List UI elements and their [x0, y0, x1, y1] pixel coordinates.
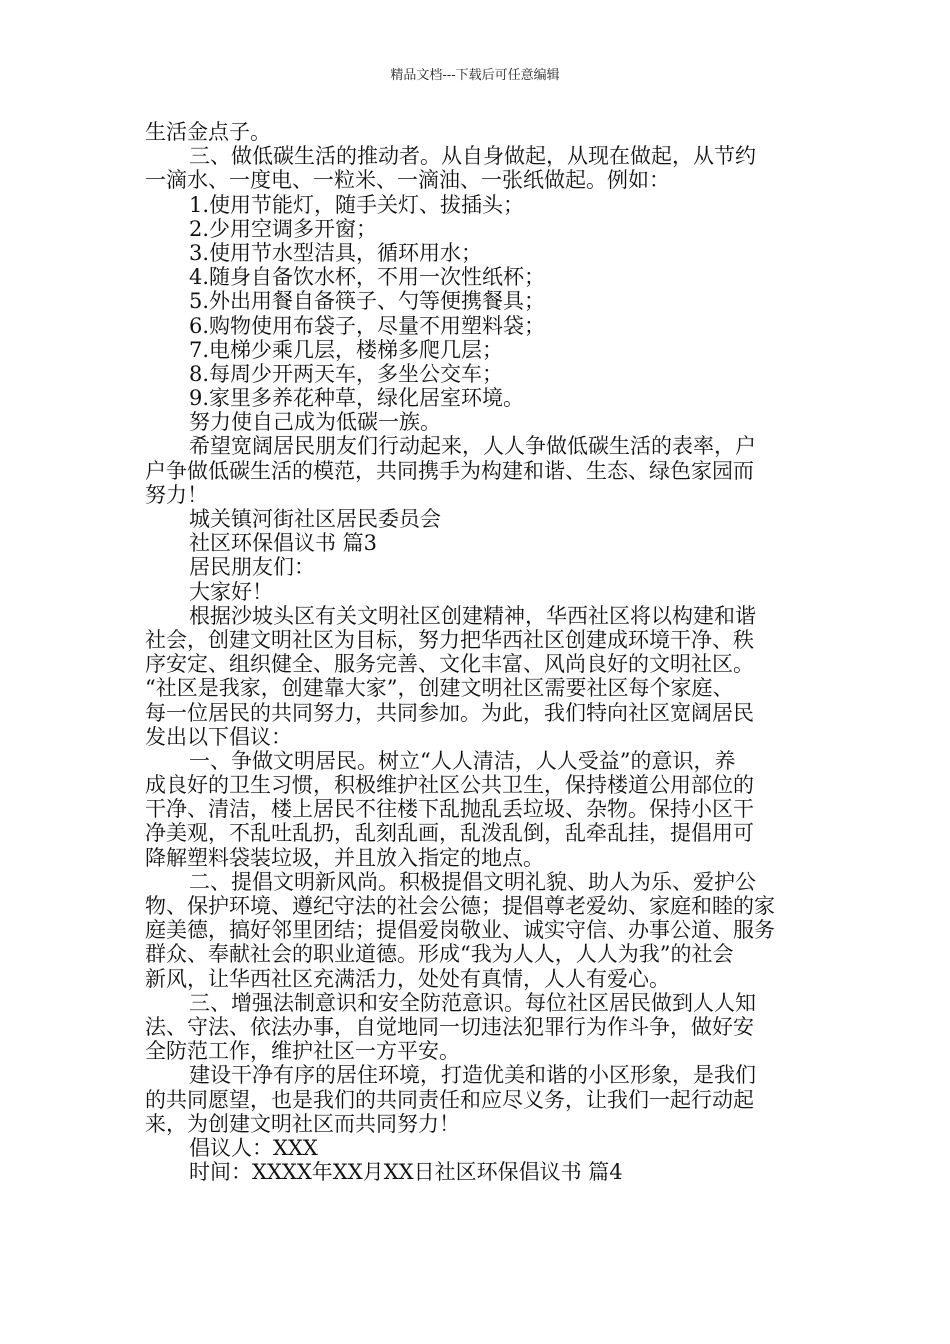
text-line: 户争做低碳生活的模范，共同携手为构建和谐、生态、绿色家园而 — [145, 458, 754, 483]
text-line: 1.使用节能灯，随手关灯、拔插头； — [189, 192, 525, 217]
text-line: 的共同愿望，也是我们的共同责任和应尽义务，让我们一起行动起 — [145, 1087, 754, 1112]
text-line: 全防范工作，维护社区一方平安。 — [145, 1039, 460, 1064]
text-line: 每一位居民的共同努力，共同参加。为此，我们特向社区宽阔居民 — [145, 700, 754, 725]
text-line: “社区是我家，创建靠大家”，创建文明社区需要社区每个家庭、 — [145, 676, 734, 701]
text-line: 一、争做文明居民。树立“人人清洁，人人受益”的意识，养 — [189, 748, 736, 773]
text-line: 来，为创建文明社区而共同努力！ — [145, 1111, 460, 1136]
text-line: 生活金点子。 — [145, 120, 271, 144]
text-line: 根据沙坡头区有关文明社区创建精神，华西社区将以构建和谐 — [189, 603, 756, 628]
document-body — [145, 120, 810, 1184]
text-line: 庭美德，搞好邻里团结；提倡爱岗敬业、诚实守信、办事公道、服务 — [145, 918, 775, 943]
text-line: 8.每周少开两天车，多坐公交车； — [189, 361, 504, 386]
text-line: 群众、奉献社会的职业道德。形成“我为人人，人人为我”的社会 — [145, 942, 734, 967]
text-line: 三、做低碳生活的推动者。从自身做起，从现在做起，从节约 — [189, 144, 756, 169]
text-line: 城关镇河街社区居民委员会 — [189, 507, 441, 531]
text-line: 9.家里多养花种草，绿化居室环境。 — [189, 386, 525, 411]
text-line: 干净、清洁，楼上居民不往楼下乱抛乱丢垃圾、杂物。保持小区干 — [145, 797, 754, 822]
text-line: 社区环保倡议书 篇3 — [189, 531, 378, 556]
text-line: 大家好！ — [189, 579, 273, 604]
text-line: 社会，创建文明社区为目标，努力把华西社区创建成环境干净、秩 — [145, 627, 754, 652]
text-line: 5.外出用餐自备筷子、勺等便携餐具； — [189, 289, 546, 314]
text-line: 净美观，不乱吐乱扔，乱刻乱画，乱泼乱倒，乱牵乱挂，提倡用可 — [145, 821, 754, 846]
text-line: 努力使自己成为低碳一族。 — [189, 410, 441, 435]
text-line: 6.购物使用布袋子，尽量不用塑料袋； — [189, 313, 546, 338]
text-line: 发出以下倡议： — [145, 724, 292, 749]
page-header: 精品文档---下载后可任意编辑 — [390, 68, 560, 83]
text-line: 7.电梯少乘几层，楼梯多爬几层； — [189, 337, 504, 362]
text-line: 时间：XXXX年XX月XX日社区环保倡议书 篇4 — [189, 1160, 623, 1185]
text-line: 新风，让华西社区充满活力，处处有真情，人人有爱心。 — [145, 966, 670, 991]
text-line: 4.随身自备饮水杯，不用一次性纸杯； — [189, 265, 546, 290]
text-line: 倡议人：XXX — [189, 1135, 318, 1160]
text-line: 努力！ — [145, 482, 208, 507]
text-line: 降解塑料袋装垃圾，并且放入指定的地点。 — [145, 845, 544, 870]
text-line: 一滴水、一度电、一粒米、一滴油、一张纸做起。例如： — [145, 168, 670, 193]
text-line: 希望宽阔居民朋友们行动起来，人人争做低碳生活的表率，户 — [189, 434, 756, 459]
text-line: 法、守法、依法办事，自觉地同一切违法犯罪行为作斗争，做好安 — [145, 1014, 754, 1039]
text-line: 物、保护环境、遵纪守法的社会公德；提倡尊老爱幼、家庭和睦的家 — [145, 894, 775, 918]
text-line: 三、增强法制意识和安全防范意识。每位社区居民做到人人知 — [189, 990, 756, 1015]
text-line: 建设干净有序的居住环境，打造优美和谐的小区形象，是我们 — [189, 1063, 756, 1088]
text-line: 2.少用空调多开窗； — [189, 216, 378, 241]
text-line: 二、提倡文明新风尚。积极提倡文明礼貌、助人为乐、爱护公 — [189, 869, 756, 894]
text-line: 序安定、组织健全、服务完善、文化丰富、风尚良好的文明社区。 — [145, 652, 754, 677]
text-line: 3.使用节水型洁具，循环用水； — [189, 240, 483, 265]
text-line: 成良好的卫生习惯，积极维护社区公共卫生，保持楼道公用部位的 — [145, 773, 754, 798]
text-line: 居民朋友们： — [189, 555, 315, 580]
